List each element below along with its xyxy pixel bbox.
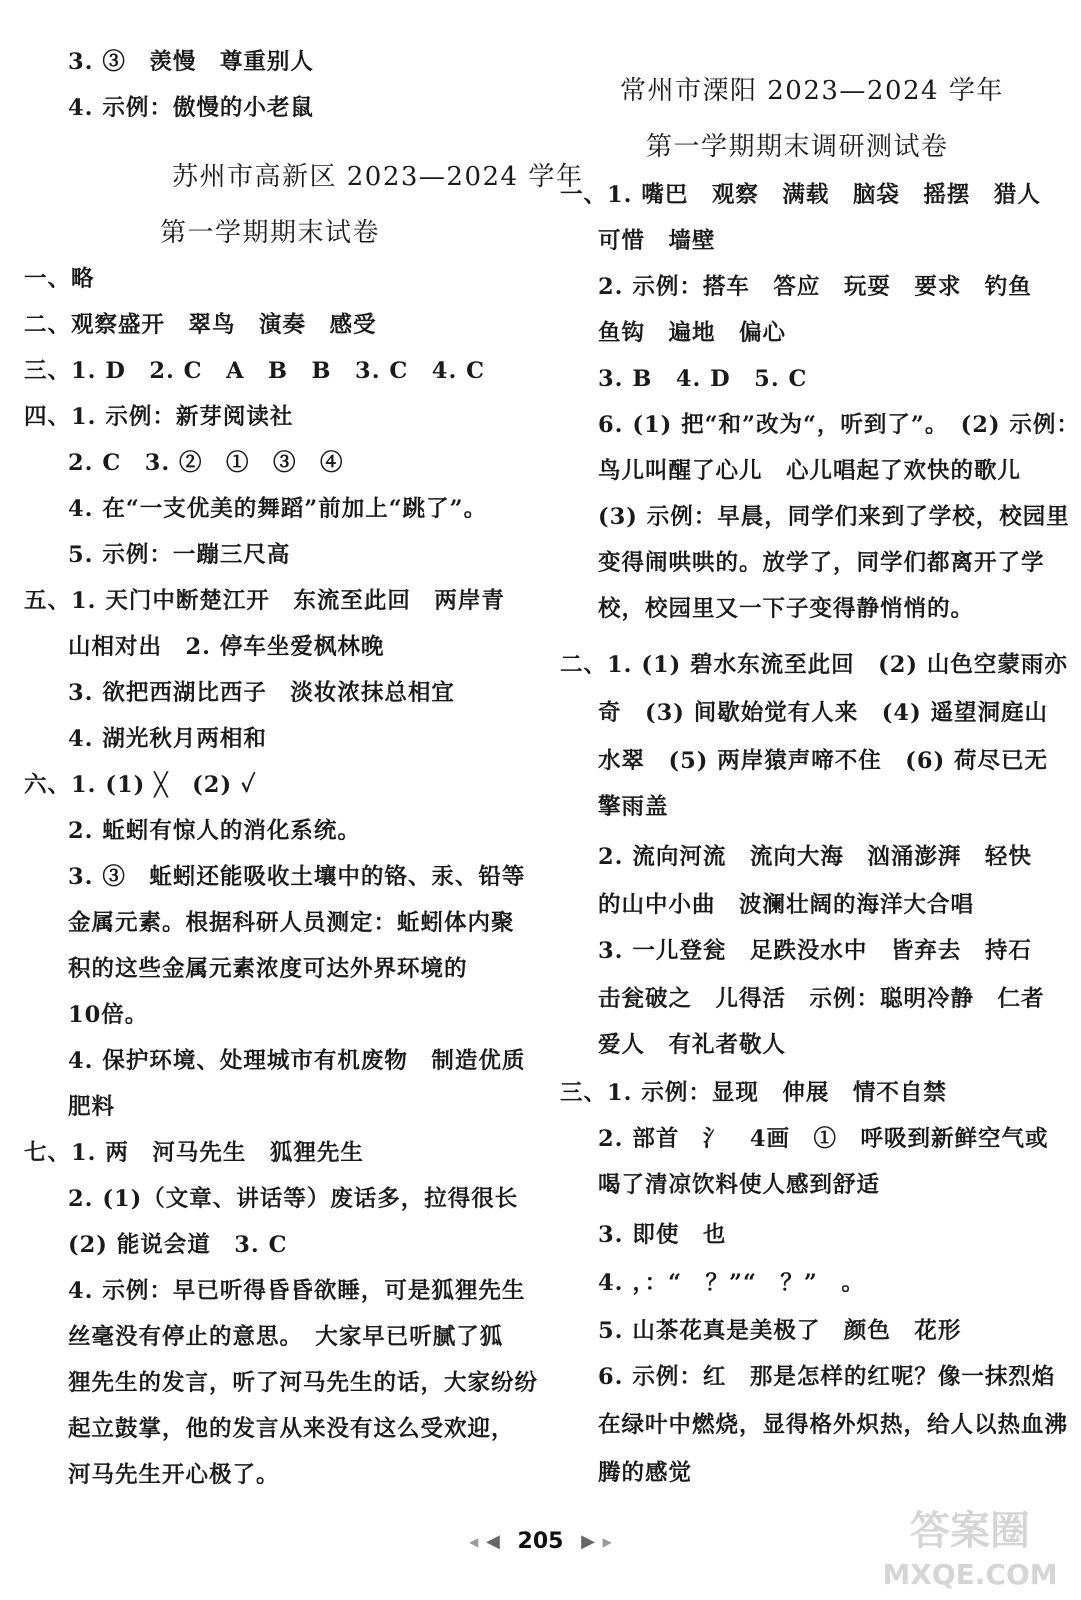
answer-line: 校，校园里又一下子变得静悄悄的。 [598, 596, 975, 622]
answer-line: 擎雨盖 [598, 794, 669, 820]
answer-line: 6. 示例：红 那是怎样的红呢？像一抹烈焰 [598, 1364, 1056, 1390]
answer-line: 4. 示例：傲慢的小老鼠 [68, 95, 314, 121]
page-number: 205 [517, 1529, 564, 1554]
answer-line: 5. 示例：一蹦三尺高 [68, 542, 291, 568]
answer-line: 水翠 (5) 两岸猿声啼不住 (6) 荷尽已无 [598, 748, 1049, 774]
section-subtitle-suzhou: 第一学期期末试卷 [160, 218, 381, 248]
answer-line: 3. B 4. D 5. C [598, 366, 808, 392]
answer-line: 在绿叶中燃烧，显得格外炽热，给人以热血沸 [598, 1412, 1069, 1438]
answer-line: 起立鼓掌，他的发言从来没有这么受欢迎， [68, 1416, 515, 1442]
answer-line: 丝毫没有停止的意思。 大家早已听腻了狐 [68, 1324, 504, 1350]
answer-line: 二、观察盛开 翠鸟 演奏 感受 [24, 312, 377, 338]
answer-line: (2) 能说会道 3. C [68, 1232, 288, 1258]
answer-line: 一、略 [24, 266, 95, 292]
answer-line: 一、1. 嘴巴 观察 满载 脑袋 摇摆 猎人 [560, 182, 1041, 208]
section-title-changzhou: 常州市溧阳 2023—2024 学年 [620, 76, 1004, 106]
answer-line: 3. 欲把西湖比西子 淡妆浓抹总相宜 [68, 680, 455, 706]
answer-line: 变得闹哄哄的。放学了，同学们都离开了学 [598, 550, 1045, 576]
answer-line: 狸先生的发言，听了河马先生的话，大家纷纷 [68, 1370, 539, 1396]
answer-line: 3. ③ 蚯蚓还能吸收土壤中的铬、汞、铅等 [68, 864, 526, 890]
answer-line: 4. 湖光秋月两相和 [68, 726, 267, 752]
answer-line: 奇 (3) 间歇始觉有人来 (4) 遥望洞庭山 [598, 700, 1049, 726]
answer-line: 击瓮破之 儿得活 示例：聪明冷静 仁者 [598, 986, 1045, 1012]
answer-line: 5. 山茶花真是美极了 颜色 花形 [598, 1318, 962, 1344]
answer-line: 肥料 [68, 1094, 116, 1120]
arrow-left-icon: ◀ [486, 1531, 500, 1552]
arrow-right-small-icon: ▶ [602, 1535, 612, 1549]
answer-line: 四、1. 示例：新芽阅读社 [24, 404, 294, 430]
answer-line: 河马先生开心极了。 [68, 1462, 280, 1488]
watermark-top-text: 答案圈 [910, 1508, 1030, 1554]
answer-line: 2. (1)（文章、讲话等）废话多，拉得很长 [68, 1186, 519, 1212]
answer-line: 2. 流向河流 流向大海 汹涌澎湃 轻快 [598, 844, 1032, 870]
answer-line: 4. 在“一支优美的舞蹈”前加上“跳了”。 [68, 496, 488, 522]
watermark-bottom-text: MXQE.COM [882, 1558, 1058, 1591]
answer-line: 三、1. 示例：显现 伸展 情不自禁 [560, 1080, 947, 1106]
answer-line: 六、1. (1) ╳ (2) ✓ [24, 772, 257, 798]
answer-line: 2. 部首 氵 4画 ① 呼吸到新鲜空气或 [598, 1126, 1049, 1152]
watermark-logo [872, 1496, 1068, 1594]
answer-line: 4. ，：“ ？”“ ？” 。 [598, 1270, 865, 1296]
arrow-left-small-icon: ◀ [469, 1535, 479, 1549]
answer-line: 4. 示例：早已听得昏昏欲睡，可是狐狸先生 [68, 1278, 526, 1304]
answer-line: 3. 即使 也 [598, 1222, 727, 1248]
answer-line: 2. 示例：搭车 答应 玩耍 要求 钓鱼 [598, 274, 1032, 300]
answer-line: 二、1. (1) 碧水东流至此回 (2) 山色空蒙雨亦 [560, 652, 1068, 678]
answer-line: 积的这些金属元素浓度可达外界环境的 [68, 956, 468, 982]
answer-line: 可惜 墙壁 [598, 228, 716, 254]
answer-line: 爱人 有礼者敬人 [598, 1032, 787, 1058]
answer-line: 鱼钩 遍地 偏心 [598, 320, 787, 346]
answer-line: 金属元素。根据科研人员测定：蚯蚓体内聚 [68, 910, 515, 936]
answer-line: (3) 示例：早晨，同学们来到了学校，校园里 [598, 504, 1070, 530]
answer-line: 山相对出 2. 停车坐爱枫林晚 [68, 634, 385, 660]
answer-line: 的山中小曲 波澜壮阔的海洋大合唱 [598, 892, 975, 918]
answer-line: 鸟儿叫醒了心儿 心儿唱起了欢快的歌儿 [598, 458, 1022, 484]
answer-line: 2. 蚯蚓有惊人的消化系统。 [68, 818, 361, 844]
answer-line: 4. 保护环境、处理城市有机废物 制造优质 [68, 1048, 526, 1074]
answer-line: 2. C 3. ② ① ③ ④ [68, 450, 344, 476]
answer-line: 6. (1) 把“和”改为“，听到了”。 (2) 示例： [598, 412, 1080, 438]
answer-line: 七、1. 两 河马先生 狐狸先生 [24, 1140, 364, 1166]
arrow-right-icon: ▶ [581, 1531, 595, 1552]
answer-line: 喝了清凉饮料使人感到舒适 [598, 1172, 881, 1198]
answer-line: 3. 一儿登瓮 足跌没水中 皆弃去 持石 [598, 938, 1032, 964]
answer-line: 3. ③ 羡慢 尊重别人 [68, 49, 314, 75]
answer-line: 五、1. 天门中断楚江开 东流至此回 两岸青 [24, 588, 505, 614]
answer-line: 10倍。 [68, 1002, 149, 1028]
section-subtitle-changzhou: 第一学期期末调研测试卷 [646, 132, 949, 162]
section-title-suzhou: 苏州市高新区 2023—2024 学年 [172, 162, 584, 192]
answer-line: 腾的感觉 [598, 1460, 693, 1486]
answer-line: 三、1. D 2. C A B B 3. C 4. C [24, 358, 486, 384]
